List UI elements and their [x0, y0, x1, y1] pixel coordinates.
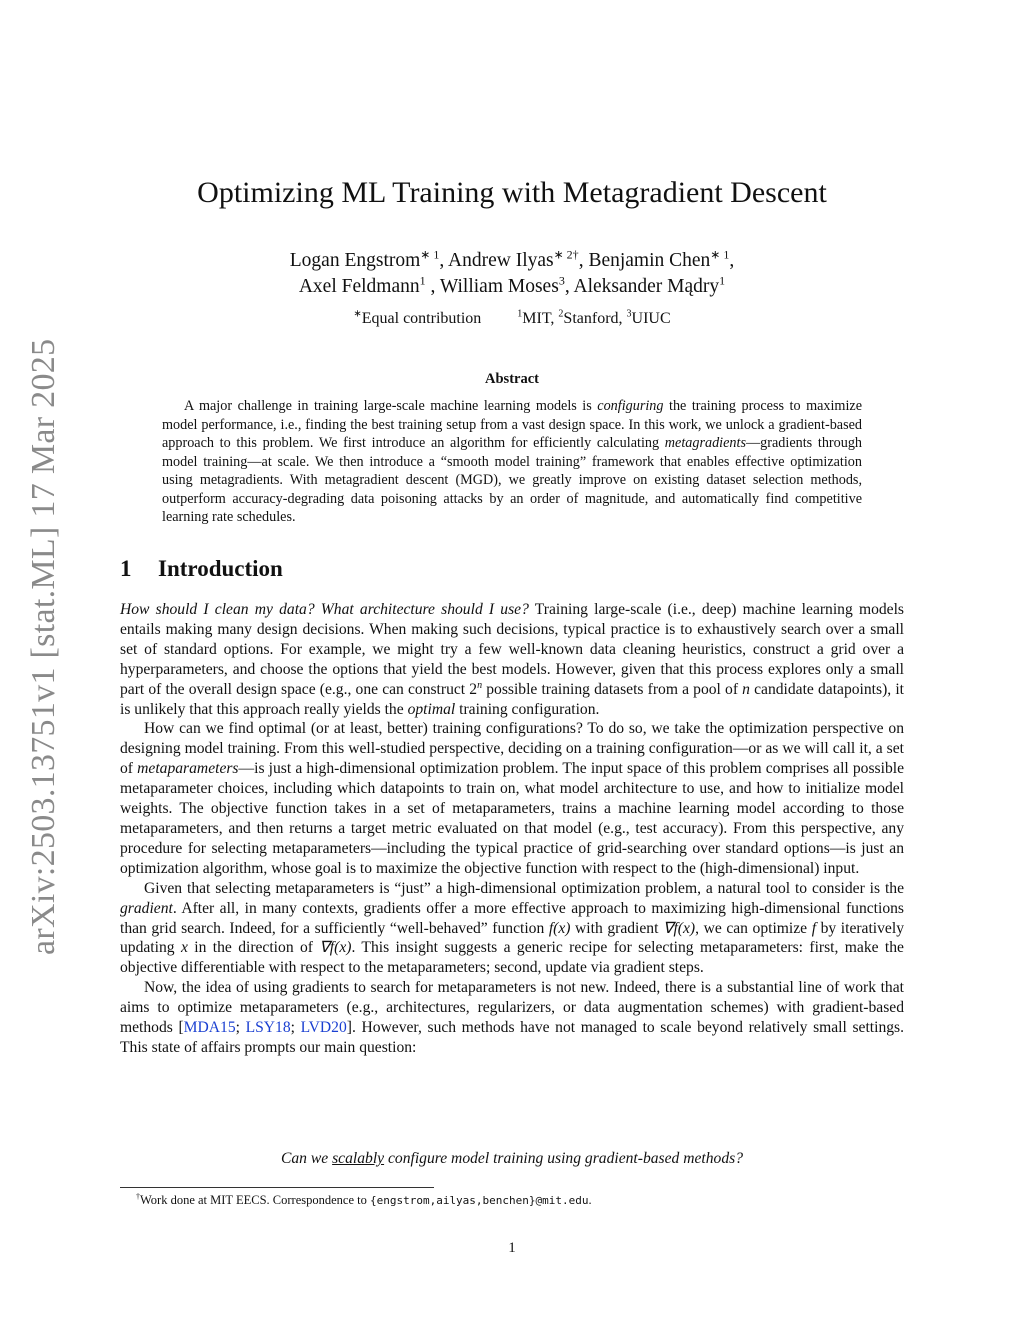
math-variable: f: [811, 919, 817, 937]
affiliation-mark: 2: [558, 308, 564, 320]
paragraph-segment: with gradient: [570, 919, 664, 937]
paragraph-segment: . This insight suggests a generic recipe for selecting metaparameters: first, make the objective differentiable with respect to the metaparameters; second, update via gradient steps.: [120, 939, 904, 977]
math-expression: f(x): [548, 919, 571, 937]
math-expression: ∇f(x): [663, 919, 696, 937]
question-segment: configure model training using gradient-based methods?: [384, 1150, 743, 1167]
author-name: Axel Feldmann: [298, 276, 420, 297]
section-heading: [120, 556, 283, 582]
paragraph-segment: in the direction of: [187, 939, 320, 957]
author-affiliation-mark: ∗ 2†: [553, 247, 579, 262]
paragraph-segment: training configuration.: [455, 700, 600, 718]
math-expression: ∇f(x): [319, 939, 352, 957]
author-affiliation-mark: ∗ 1: [420, 247, 440, 262]
footnote-rule: [120, 1187, 434, 1188]
question-underlined-word: scalably: [332, 1150, 385, 1167]
paragraph-segment: Given that selecting metaparameters is “just” a high-dimensional optimization problem, a natural tool to consider is the: [144, 879, 904, 897]
footnote-mark: †: [136, 1191, 140, 1201]
math-variable: x: [180, 939, 188, 957]
paragraph: [120, 879, 904, 979]
footnote-text: Work done at MIT EECS. Correspondence to: [140, 1193, 370, 1207]
paragraph: [120, 978, 904, 1058]
author-list: [0, 248, 1024, 300]
author-name: William Moses: [439, 276, 559, 297]
affiliations: [0, 310, 1024, 328]
author-name: Logan Engstrom: [289, 250, 421, 271]
main-question: [0, 1150, 1024, 1168]
abstract-heading: Abstract: [485, 371, 539, 387]
author-affiliation-mark: 1: [719, 273, 726, 288]
abstract-segment: the training process to maximize model performance, i.e., finding the best training setup from a vast design space. In this work, we unlock a gradient-based approach to this problem. We first introduce an algorithm for efficiently calculating: [162, 398, 863, 451]
abstract-emphasis: metagradients: [664, 435, 746, 451]
paragraph: [120, 600, 904, 719]
author-name: Benjamin Chen: [588, 250, 711, 271]
paragraph-emphasis: How should I clean my data? What architecture should I use?: [120, 601, 529, 618]
author-affiliation-mark: 3: [558, 273, 565, 288]
page-number: 1: [508, 1240, 516, 1256]
section-title: Introduction: [158, 556, 283, 581]
author-separator: ,: [564, 276, 574, 297]
abstract-segment: A major challenge in training large-scale machine learning models is: [184, 398, 598, 414]
paragraph-emphasis: metaparameters: [137, 760, 239, 778]
affiliation-mark: 1: [517, 308, 523, 320]
arxiv-identifier-stamp: arXiv:2503.13751v1 [stat.ML] 17 Mar 2025: [25, 338, 62, 955]
citation-link[interactable]: LVD20: [300, 1019, 347, 1037]
paragraph-emphasis: gradient: [120, 899, 173, 917]
author-affiliation-mark: 1: [419, 273, 426, 288]
author-separator: ,: [425, 276, 440, 297]
affiliation-name: UIUC: [631, 310, 671, 327]
paragraph-segment: —is just a high-dimensional optimization problem. The input space of this problem comprises all possible metaparameter choices, including which datapoints to train on, what model architecture to use, and how to initialize model weights. The objective function takes in a set of metaparameters, trains a machine learning model according to those metaparameters, and then returns a target metric evaluated on that model (e.g., test accuracy). From this perspective, any procedure for selecting metaparameters—including the typical practice of grid-searching over standard options—is just an optimization algorithm, whose goal is to maximize the objective function with respect to the (high-dimensional) input.: [120, 760, 905, 877]
citation-separator: ;: [290, 1019, 301, 1037]
introduction-body: [120, 600, 904, 1058]
affiliation-name: Stanford,: [563, 310, 627, 327]
paragraph-segment: How can we find optimal (or at least, better) training configurations? To do so, we take the optimization perspective on designing model training. From this well-studied perspective, deciding on a training configuration—or as we will call it, a set of: [120, 720, 904, 778]
author-separator: ,: [729, 250, 735, 271]
author-affiliation-mark: ∗ 1: [710, 247, 730, 262]
footnote: [136, 1193, 592, 1208]
citation-separator: ;: [235, 1019, 246, 1037]
author-name: Aleksander Mądry: [573, 276, 720, 297]
footnote-email: {engstrom,ailyas,benchen}@mit.edu: [369, 1194, 589, 1207]
section-number: 1: [120, 556, 132, 581]
paragraph-segment: Training large-scale (i.e., deep) machine learning models entails making many design decisions. When making such decisions, typical practice is to exhaustively search over a small set of standard options. For example, we might try a few well-known data cleaning heuristics, construct a grid over a hyperparameters, and choose the options that yield the best models. However, given that this process explores only a small part of the overall design space (e.g., one can construct 2: [120, 601, 905, 698]
author-name: Andrew Ilyas: [448, 250, 554, 271]
paragraph-segment: Now, the idea of using gradients to search for metaparameters is not new. Indeed, there is a substantial line of work that aims to optimize metaparameters (e.g., architectures, regularizers, or data augmentation schemes) with gradient-based methods [: [120, 979, 904, 1037]
abstract-text: [162, 397, 862, 527]
author-separator: ,: [578, 250, 589, 271]
footnote-text: .: [588, 1193, 592, 1207]
citation-link[interactable]: MDA15: [183, 1019, 236, 1037]
citation-link[interactable]: LSY18: [245, 1019, 291, 1037]
equal-contribution-note: Equal contribution: [361, 310, 482, 327]
affiliation-name: MIT,: [522, 310, 559, 327]
author-separator: ,: [439, 250, 449, 271]
abstract-emphasis: configuring: [597, 398, 664, 414]
paragraph-segment: . After all, in many contexts, gradients offer a more effective approach to maximizing high-dimensional functions than grid search. Indeed, for a sufficiently “well-behaved” function: [120, 899, 904, 937]
paragraph-emphasis: optimal: [407, 700, 456, 718]
paragraph-segment: , we can optimize: [695, 919, 812, 937]
affiliation-mark: 3: [626, 308, 632, 320]
abstract-segment: —gradients through model training—at scale. We then introduce a “smooth model training” framework that enables effective optimization using metagradients. With metagradient descent (MGD), we greatly improve on existing dataset selection methods, outperform accuracy-degrading data poisoning attacks by an order of magnitude, and automatically find competitive learning rate schedules.: [162, 435, 863, 525]
paragraph-segment: by iteratively updating: [120, 919, 904, 957]
paragraph-segment: possible training datasets from a pool of: [482, 680, 743, 698]
paragraph: [120, 719, 904, 878]
math-superscript: n: [477, 679, 483, 691]
equal-contribution-mark: ∗: [353, 308, 362, 320]
paragraph-segment: candidate datapoints), it is unlikely that this approach really yields the: [120, 680, 904, 718]
paragraph-segment: ]. However, such methods have not managed to scale beyond relatively small settings. This state of affairs prompts our main question:: [120, 1019, 904, 1056]
math-variable: n: [742, 680, 750, 698]
paper-title: Optimizing ML Training with Metagradient Descent: [197, 176, 827, 209]
question-segment: Can we: [280, 1150, 333, 1167]
